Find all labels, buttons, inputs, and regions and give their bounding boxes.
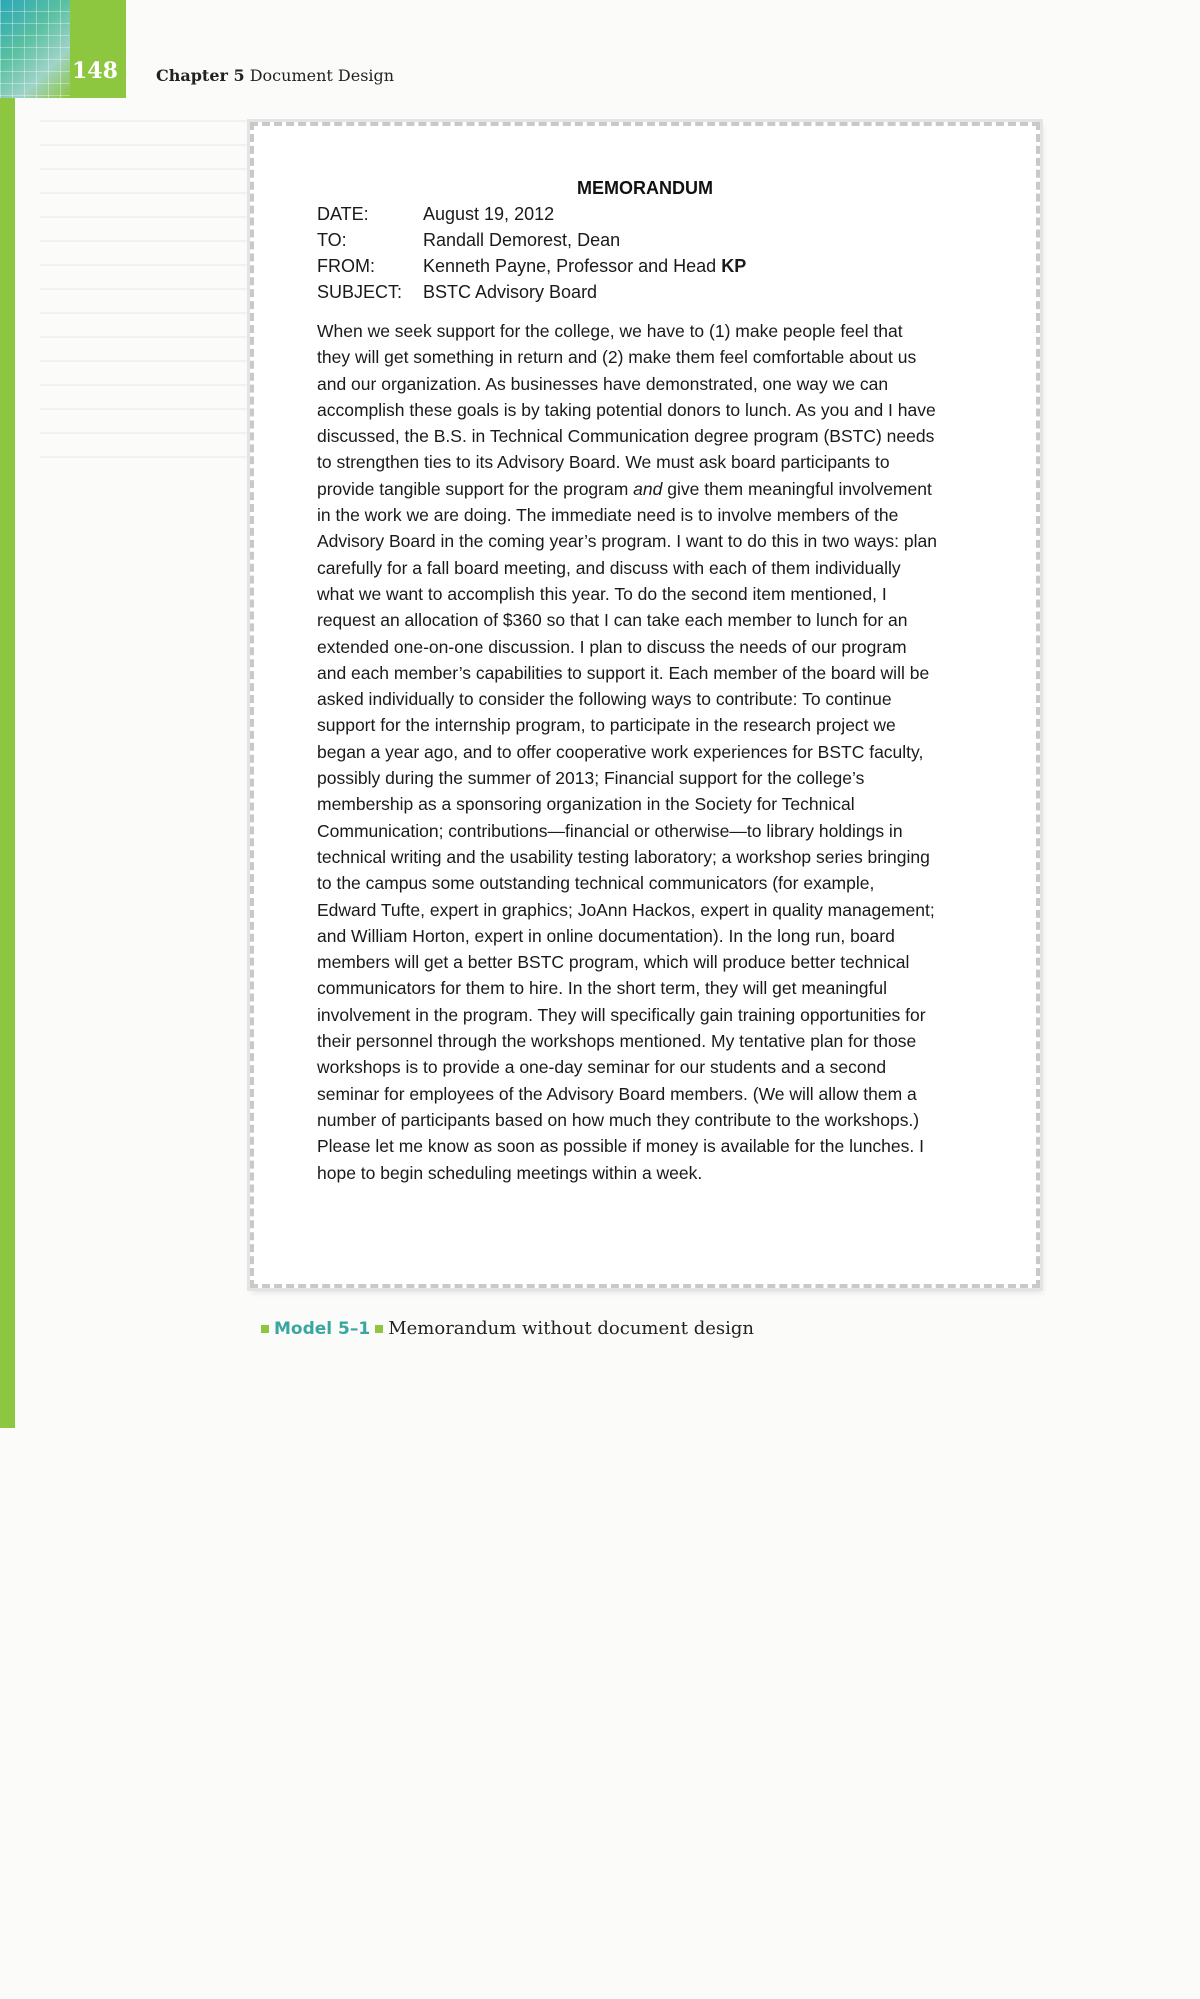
memo-subject-row: [317, 282, 597, 303]
from-value: Kenneth Payne, Professor and Head: [423, 256, 717, 276]
chapter-label: Chapter 5: [156, 66, 245, 85]
caption-square-icon: [375, 1325, 383, 1333]
to-value: Randall Demorest, Dean: [423, 230, 621, 250]
page-number: 148: [72, 58, 118, 84]
memo-date-row: [317, 204, 554, 225]
subject-value: BSTC Advisory Board: [423, 282, 598, 302]
caption-label: Model 5–1: [274, 1319, 371, 1339]
memo-body: [317, 318, 937, 1186]
mosaic-decoration: [0, 0, 70, 98]
memo-body-text-2: give them meaningful involvement in the work we are doing. The immediate need is to involve members of the Advisory Board in the coming year’s program. I want to do this in two ways: plan carefully for a fall board meeting, and discuss with each of them individually what we want to accomplish this year. To do the second item mentioned, I request an allocation of $360 so that I can take each member to lunch for an extended one-on-one discussion. I plan to discuss the needs of our program and each member’s capabilities to support it. Each member of the board will be asked individually to consider the following ways to contribute: To continue support for the internship program, to participate in the research project we began a year ago, and to offer cooperative work experiences for BSTC faculty, possibly during the summer of 2013; Financial support for the college’s membership as a sponsoring organization in the Society for Technical Communication; contributions—financial or otherwise—to library holdings in technical writing and the usability testing laboratory; a workshop series bringing to the campus some outstanding technical communicators (for example, Edward Tufte, expert in graphics; JoAnn Hackos, expert in quality management; and William Horton, expert in online documentation). In the long run, board members will get a better BSTC program, which will produce better technical communicators for them to hire. In the short term, they will get meaningful involvement in the program. They will specifically gain training opportunities for their personnel through the workshops mentioned. My tentative plan for those workshops is to provide a one-day seminar for our students and a second seminar for employees of the Advisory Board members. (We will allow them a number of participants based on how much they contribute to the workshops.) Please let me know as soon as possible if money is available for the lunches. I hope to begin scheduling meetings within a week.: [317, 478, 937, 1183]
side-color-bar: [0, 98, 15, 1428]
caption-square-icon: [261, 1325, 269, 1333]
date-value: August 19, 2012: [423, 204, 555, 224]
memo-title: MEMORANDUM: [577, 178, 713, 198]
chapter-title: Document Design: [249, 66, 395, 85]
memo-body-italic: and: [633, 478, 663, 499]
memo-to-row: [317, 230, 620, 251]
memo-from-row: [317, 256, 746, 277]
from-label: FROM:: [317, 256, 375, 276]
date-label: DATE:: [317, 204, 369, 224]
sender-initials: KP: [721, 256, 747, 276]
memo-body-text-1: When we seek support for the college, we have to (1) make people feel that they will get something in return and (2) make them feel comfortable about us and our organization. As businesses have demonstrated, one way we can accomplish these goals is by taking potential donors to lunch. As you and I have discussed, the B.S. in Technical Communication degree program (BSTC) needs to strengthen ties to its Advisory Board. We must ask board participants to provide tangible support for the program: [317, 321, 936, 499]
to-label: TO:: [317, 230, 347, 250]
subject-label: SUBJECT:: [317, 282, 403, 302]
show-through-bleed: [40, 120, 260, 480]
figure-caption: [256, 1318, 754, 1339]
caption-text: Memorandum without document design: [388, 1318, 754, 1339]
memo-figure: [250, 122, 1040, 1288]
running-head: [156, 66, 394, 85]
